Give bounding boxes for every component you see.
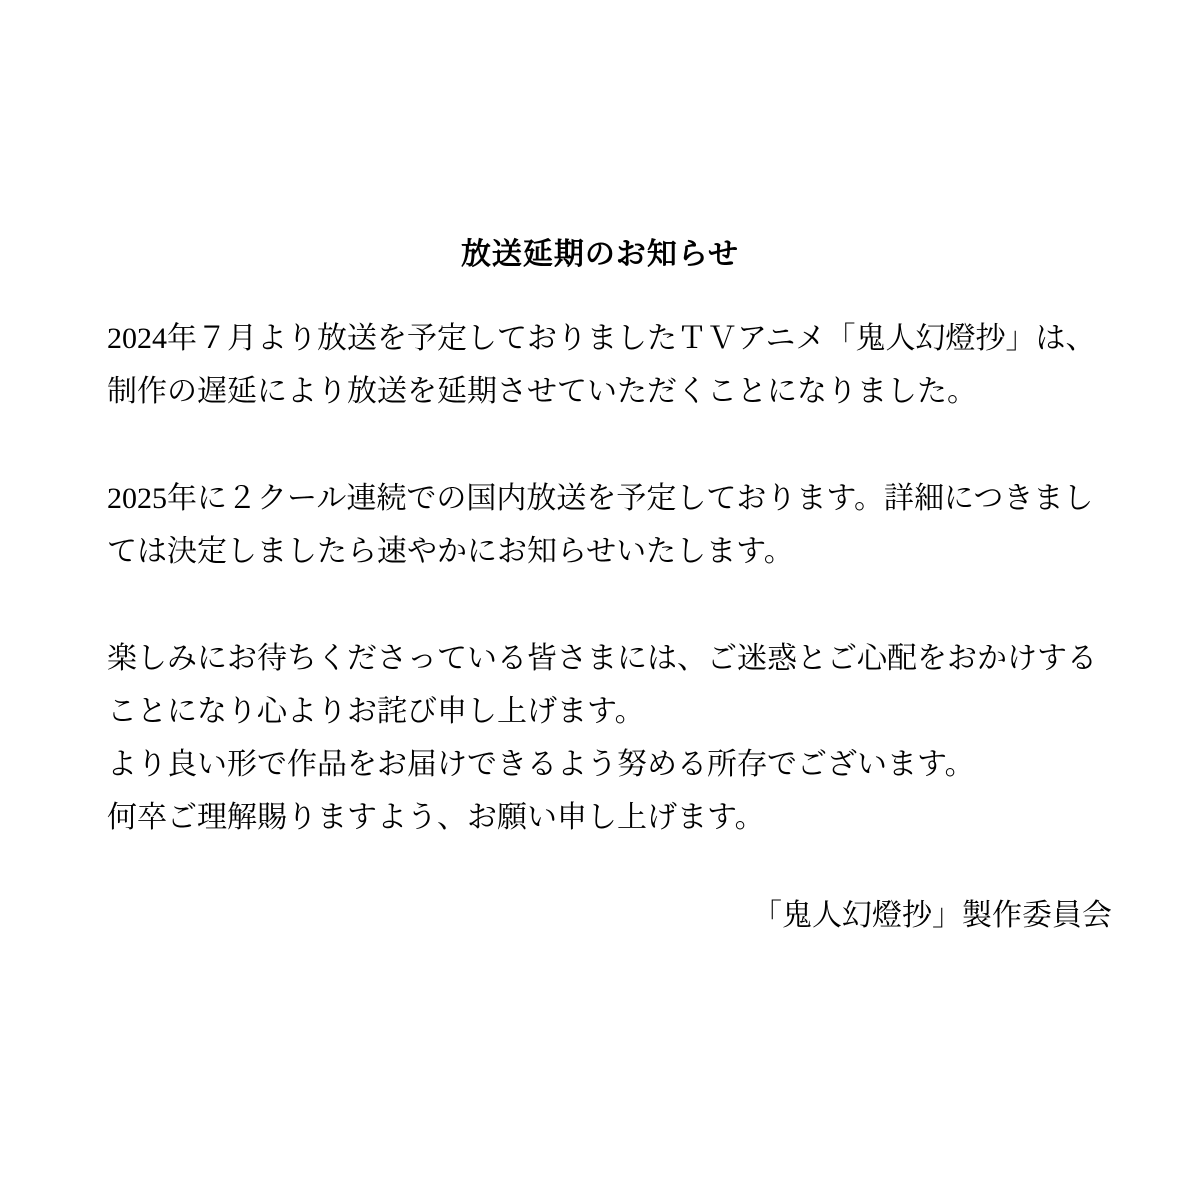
body-line: ては決定しましたら速やかにお知らせいたします。 [107, 535, 794, 568]
notice-title: 放送延期のお知らせ [460, 238, 740, 272]
body-line: より良い形で作品をお届けできるよう努める所存でございます。 [107, 748, 975, 781]
body-line: 楽しみにお待ちくださっている皆さまには、ご迷惑とご心配をおかけする [107, 642, 1097, 675]
paragraph-new-schedule [107, 472, 1112, 578]
body-line: ことになり心よりお詫び申し上げます。 [107, 695, 645, 728]
body-line: 2025年に２クール連続での国内放送を予定しております。詳細につきまし [107, 482, 1094, 515]
body-line: 制作の遅延により放送を延期させていただくことになりました。 [107, 375, 977, 408]
paragraph-apology [107, 632, 1112, 844]
body-line: 何卒ご理解賜りますよう、お願い申し上げます。 [107, 801, 765, 834]
paragraph-broadcast-delay [107, 312, 1112, 418]
production-committee-signature: 「鬼人幻燈抄」製作委員会 [752, 899, 1112, 932]
body-line: 2024年７月より放送を予定しておりましたＴＶアニメ「鬼人幻燈抄」は、 [107, 322, 1096, 355]
